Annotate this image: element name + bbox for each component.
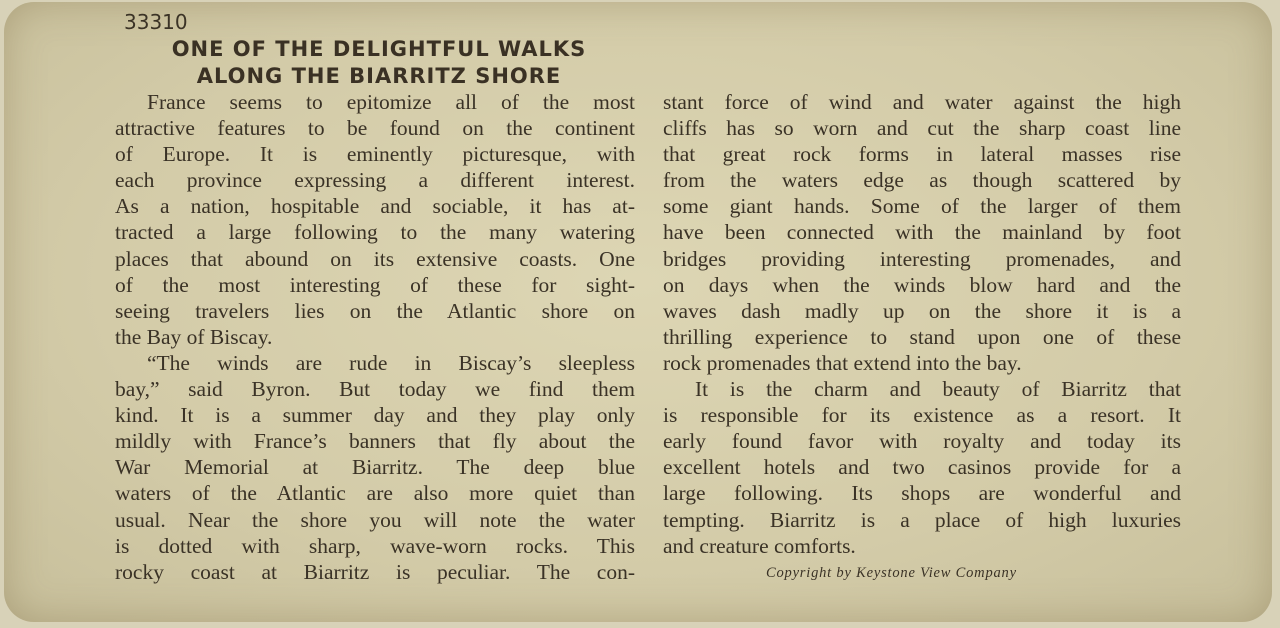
text-line: kind. It is a summer day and they play only <box>115 403 635 428</box>
text-line: bay,” said Byron. But today we find them <box>115 377 635 402</box>
text-line: France seems to epitomize all of the most <box>147 90 635 114</box>
text-line: waters of the Atlantic are also more quiet than <box>115 481 635 506</box>
right-column-text <box>663 89 1181 559</box>
text-line: thrilling experience to stand upon one of these <box>663 324 1181 349</box>
text-line: tracted a large following to the many watering <box>115 220 635 245</box>
text-line: bridges providing interesting promenades, and <box>663 246 1181 271</box>
left-column-text <box>115 89 635 585</box>
text-line: excellent hotels and two casinos provide for a <box>663 455 1181 480</box>
text-line: War Memorial at Biarritz. The deep blue <box>115 455 635 480</box>
text-line: usual. Near the shore you will note the water <box>115 507 635 532</box>
copyright-notice: Copyright by Keystone View Company <box>766 565 1017 581</box>
text-line: and creature comforts. <box>663 533 856 558</box>
text-line: that great rock forms in lateral masses rise <box>663 142 1181 167</box>
text-line: It is the charm and beauty of Biarritz that <box>695 377 1181 402</box>
text-line: is dotted with sharp, wave-worn rocks. This <box>115 533 635 558</box>
text-line: is responsible for its existence as a resort. It <box>663 403 1181 428</box>
text-line: rock promenades that extend into the bay. <box>663 350 1022 375</box>
text-line: “The winds are rude in Biscay’s sleepless <box>147 350 635 375</box>
text-line: from the waters edge as though scattered by <box>663 168 1181 193</box>
text-line: of the most interesting of these for sight- <box>115 272 635 297</box>
text-line: As a nation, hospitable and sociable, it has at- <box>115 194 635 219</box>
title-line-1: ONE OF THE DELIGHTFUL WALKS <box>171 37 587 61</box>
text-line: attractive features to be found on the continent <box>115 116 635 141</box>
text-line: early found favor with royalty and today its <box>663 429 1181 454</box>
text-line: have been connected with the mainland by foot <box>663 220 1181 245</box>
text-line: rocky coast at Biarritz is peculiar. The con- <box>115 559 635 584</box>
text-line: large following. Its shops are wonderful and <box>663 481 1181 506</box>
text-line: on days when the winds blow hard and the <box>663 272 1181 297</box>
text-line: some giant hands. Some of the larger of them <box>663 194 1181 219</box>
text-line: stant force of wind and water against the high <box>663 90 1181 114</box>
text-line: mildly with France’s banners that fly about the <box>115 429 635 454</box>
text-line: seeing travelers lies on the Atlantic shore on <box>115 298 635 323</box>
text-line: cliffs has so worn and cut the sharp coast line <box>663 116 1181 141</box>
text-line: each province expressing a different interest. <box>115 168 635 193</box>
stereoview-card-back <box>4 2 1272 622</box>
text-line: waves dash madly up on the shore it is a <box>663 298 1181 323</box>
text-line: of Europe. It is eminently picturesque, with <box>115 142 635 167</box>
text-line: places that abound on its extensive coasts. One <box>115 246 635 271</box>
card-title <box>104 36 654 90</box>
text-line: tempting. Biarritz is a place of high luxuries <box>663 507 1181 532</box>
catalog-number: 33310 <box>124 10 188 34</box>
title-line-2: ALONG THE BIARRITZ SHORE <box>196 64 562 88</box>
text-line: the Bay of Biscay. <box>115 324 273 349</box>
